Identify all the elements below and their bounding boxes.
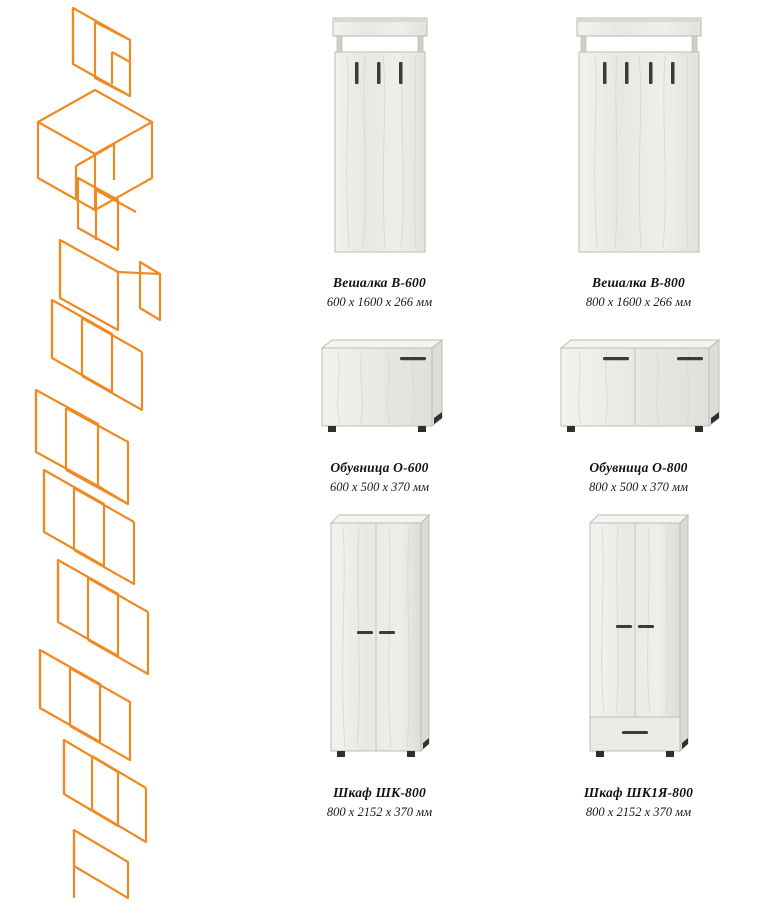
product-card-obuvnitsa-o-800 <box>509 330 768 500</box>
product-title: Вешалка В-600 <box>333 275 426 290</box>
product-card-shkaf-shk1ya-800 <box>509 505 768 835</box>
product-title: Шкаф ШК-800 <box>333 785 426 800</box>
wardrobe-shk1ya-800-icon <box>576 505 701 770</box>
product-row-1 <box>250 10 768 320</box>
product-caption <box>327 274 432 311</box>
product-image-veshalka-v-600 <box>325 10 435 260</box>
product-title: Обувница О-600 <box>330 460 429 475</box>
shoe-cabinet-800-icon <box>549 330 729 445</box>
product-dimensions: 800 х 2152 х 370 мм <box>585 805 692 820</box>
product-title: Вешалка В-800 <box>592 275 685 290</box>
product-caption <box>330 459 429 496</box>
product-row-3 <box>250 505 768 835</box>
product-dimensions: 600 х 500 х 370 мм <box>330 480 429 495</box>
product-image-shkaf-shk1ya-800 <box>576 505 701 770</box>
product-image-shkaf-shk-800 <box>317 505 442 770</box>
product-card-veshalka-v-800 <box>509 10 768 320</box>
wardrobe-shk-800-icon <box>317 505 442 770</box>
product-image-veshalka-v-800 <box>569 10 709 260</box>
isometric-wireframe-icon <box>0 0 250 908</box>
product-caption <box>586 274 691 311</box>
product-dimensions: 600 х 1600 х 266 мм <box>326 295 433 310</box>
product-caption <box>327 784 432 821</box>
product-row-2 <box>250 330 768 500</box>
product-caption <box>584 784 693 821</box>
product-title: Шкаф ШК1Я-800 <box>583 785 694 800</box>
product-image-obuvnitsa-o-800 <box>549 330 729 445</box>
wall-hanger-800-icon <box>569 10 709 260</box>
product-grid <box>250 0 768 908</box>
product-card-veshalka-v-600 <box>250 10 509 320</box>
shoe-cabinet-600-icon <box>310 330 450 445</box>
product-dimensions: 800 х 500 х 370 мм <box>589 480 688 495</box>
decorative-line-art <box>0 0 250 908</box>
product-title: Обувница О-800 <box>589 460 688 475</box>
product-card-shkaf-shk-800 <box>250 505 509 835</box>
product-dimensions: 800 х 2152 х 370 мм <box>326 805 433 820</box>
product-image-obuvnitsa-o-600 <box>310 330 450 445</box>
product-card-obuvnitsa-o-600 <box>250 330 509 500</box>
product-dimensions: 800 х 1600 х 266 мм <box>585 295 692 310</box>
wall-hanger-600-icon <box>325 10 435 260</box>
product-caption <box>589 459 688 496</box>
